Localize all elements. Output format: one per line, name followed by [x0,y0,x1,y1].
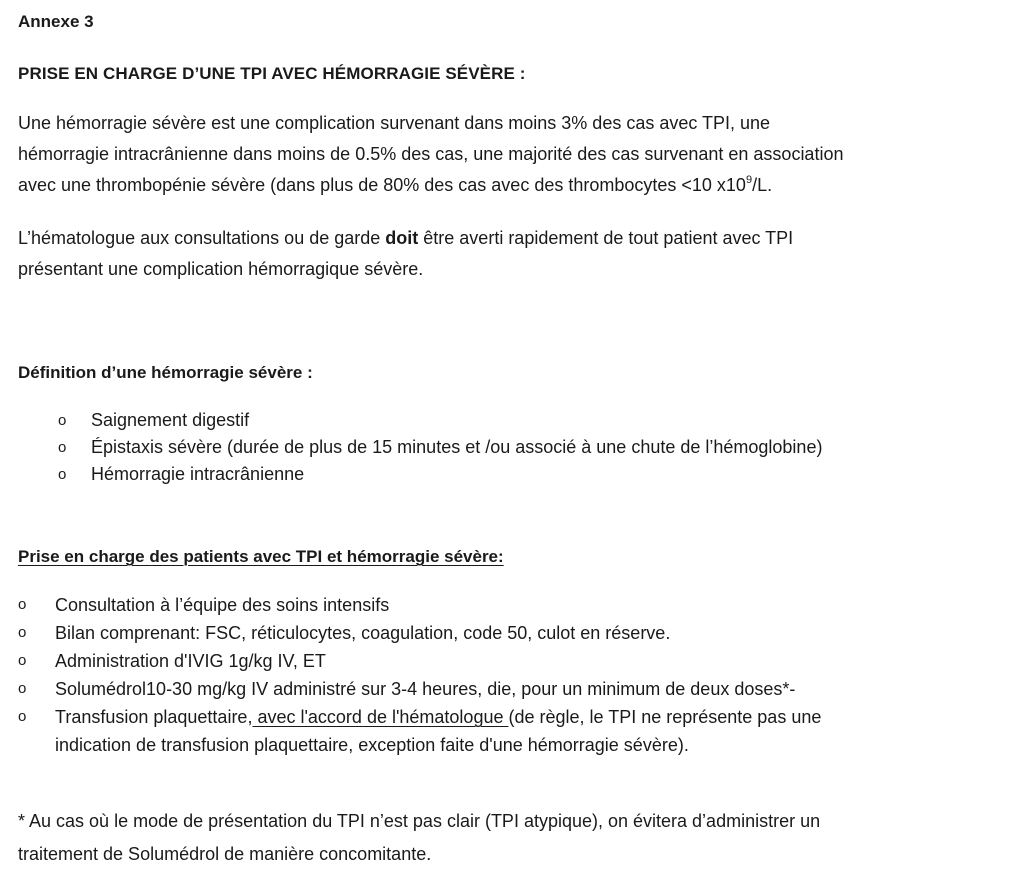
list-item-text-end: (de règle, le TPI ne représente pas une [508,707,822,727]
circle-bullet-icon: o [18,624,27,641]
list-item [18,675,978,703]
circle-bullet-icon: o [18,596,27,613]
list-item-text: Bilan comprenant: FSC, réticulocytes, coagulation, code 50, culot en réserve. [55,623,671,643]
circle-bullet-icon: o [58,412,67,429]
list-item-text: Solumédrol10-30 mg/kg IV administré sur 3-4 heures, die, pour un minimum de deux doses*- [55,679,796,699]
alert-line-2: présentant une complication hémorragique sévère. [18,259,424,279]
alert-emphasis: doit [385,228,419,248]
list-item [18,619,978,647]
list-item-text: Administration d'IVIG 1g/kg IV, ET [55,651,326,671]
list-item [58,461,822,488]
list-item-text: Consultation à l’équipe des soins intensifs [55,595,390,615]
footnote-line-2: traitement de Solumédrol de manière concomitante. [18,844,432,864]
intro-line-3-end: /L. [752,175,773,195]
definition-heading: Définition d’une hémorragie sévère : [18,363,313,382]
list-item-text-continued: indication de transfusion plaquettaire, exception faite d'une hémorragie sévère). [55,735,689,755]
list-item [58,434,822,461]
intro-line-2: hémorragie intracrânienne dans moins de 0.5% des cas, une majorité des cas survenant en association [18,144,844,164]
circle-bullet-icon: o [18,708,27,725]
list-item [58,407,822,434]
list-item-text: Saignement digestif [91,410,250,430]
superscript-exponent: 9 [745,174,753,186]
alert-paragraph [18,223,978,285]
intro-paragraph [18,108,978,201]
management-list [18,591,978,759]
circle-bullet-icon: o [18,680,27,697]
alert-line-1-start: L’hématologue aux consultations ou de garde [18,228,386,248]
circle-bullet-icon: o [58,439,67,456]
circle-bullet-icon: o [58,466,67,483]
annex-label: Annexe 3 [18,12,94,31]
footnote-line-1: * Au cas où le mode de présentation du TPI n’est pas clair (TPI atypique), on évitera d’administrer un [18,811,821,831]
list-item [18,647,978,675]
list-item-text-start: Transfusion plaquettaire, [55,707,253,727]
page-title: PRISE EN CHARGE D’UNE TPI AVEC HÉMORRAGIE SÉVÈRE : [18,64,526,83]
intro-line-1: Une hémorragie sévère est une complication survenant dans moins 3% des cas avec TPI, une [18,113,771,133]
footnote [18,805,978,871]
list-item-text: Hémorragie intracrânienne [91,464,305,484]
underlined-condition: avec l'accord de l'hématologue [252,707,509,727]
definition-list [58,407,822,488]
management-heading: Prise en charge des patients avec TPI et hémorragie sévère: [18,547,504,566]
circle-bullet-icon: o [18,652,27,669]
list-item-text: Épistaxis sévère (durée de plus de 15 minutes et /ou associé à une chute de l’hémoglobine) [91,437,823,457]
list-item [18,703,978,759]
intro-line-3: avec une thrombopénie sévère (dans plus de 80% des cas avec des thrombocytes <10 x10 [18,175,746,195]
list-item [18,591,978,619]
alert-line-1-end: être averti rapidement de tout patient avec TPI [418,228,794,248]
